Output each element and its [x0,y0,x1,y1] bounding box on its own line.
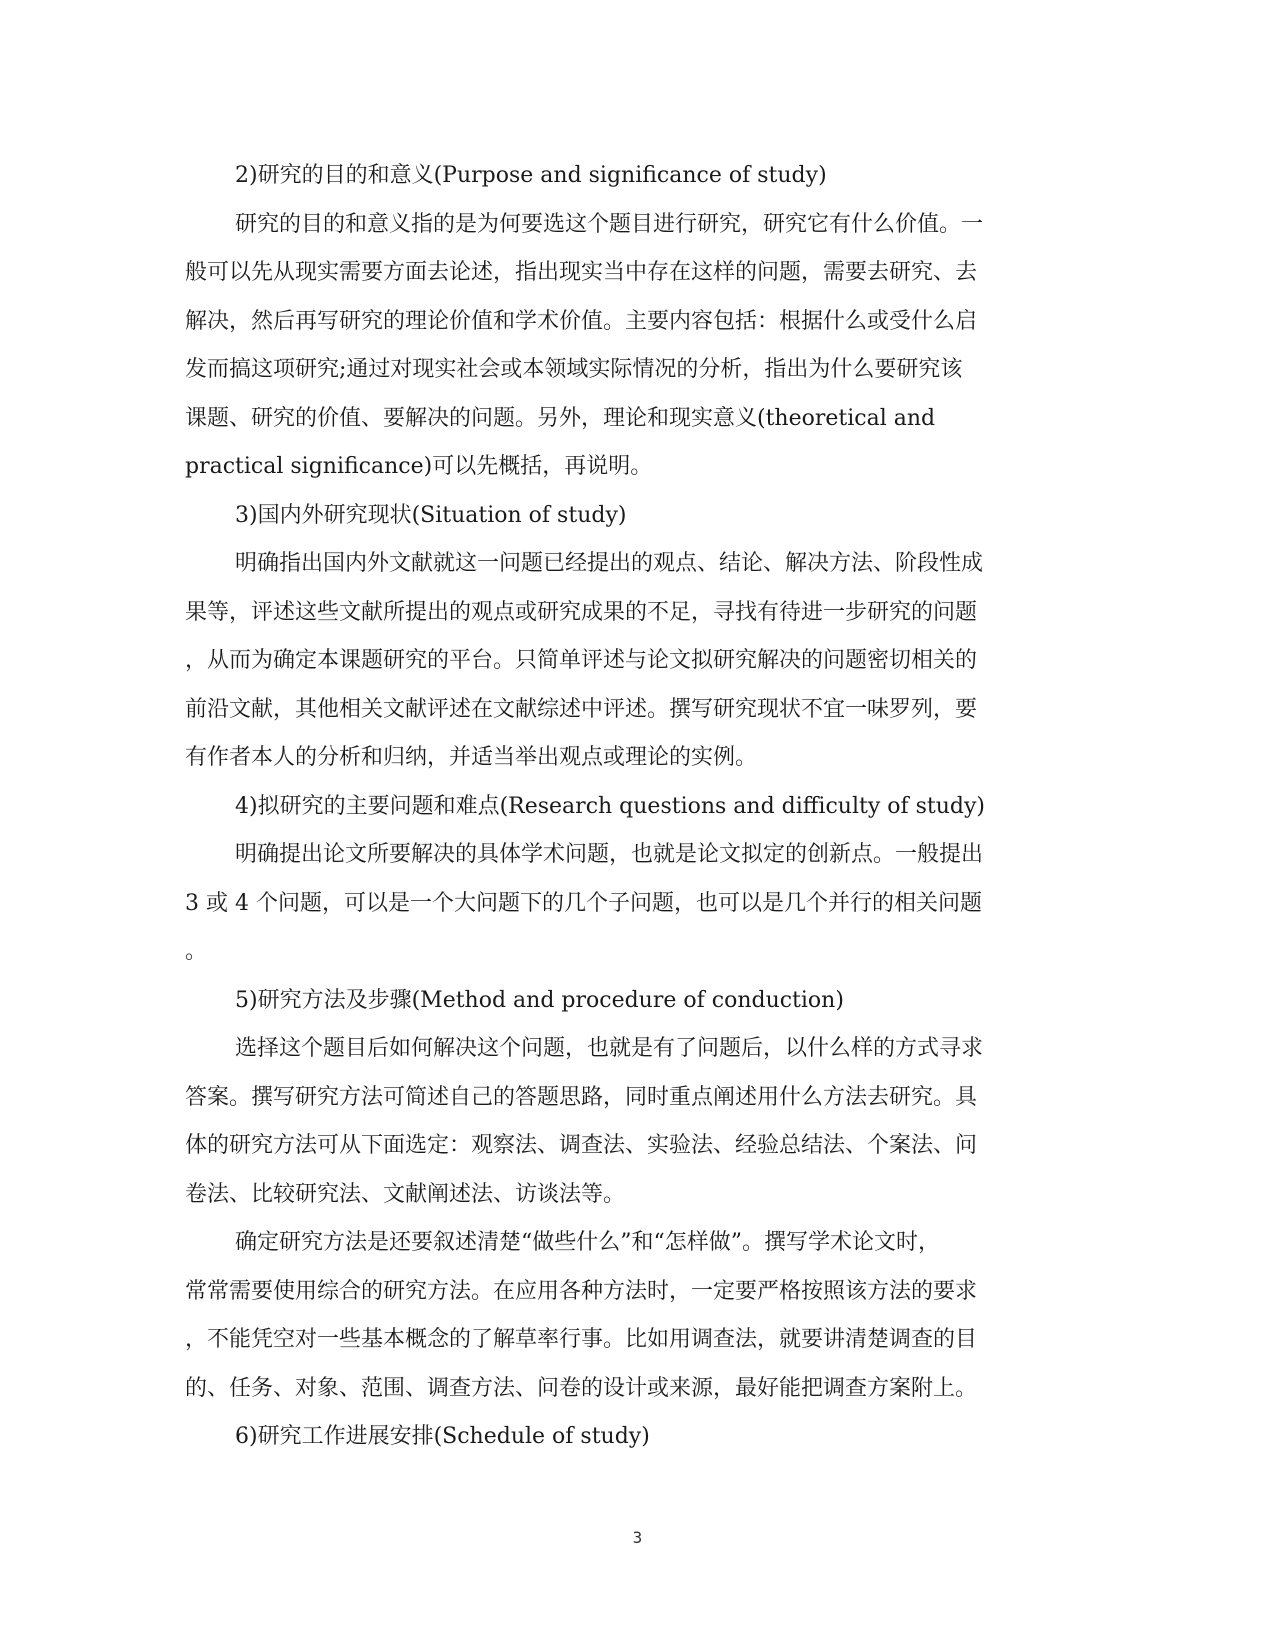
paragraph-line: 的、任务、对象、范围、调查方法、问卷的设计或来源，最好能把调查方案附上。 [185,1375,978,1401]
paragraph-line: ，不能凭空对一些基本概念的了解草率行事。比如用调查法，就要讲清楚调查的目 [185,1327,978,1352]
paragraph-line: 果等，评述这些文献所提出的观点或研究成果的不足，寻找有待进一步研究的问题 [185,599,978,625]
paragraph-line: 体的研究方法可从下面选定：观察法、调查法、实验法、经验总结法、个案法、问 [185,1133,978,1158]
paragraph-line: 解决，然后再写研究的理论价值和学术价值。主要内容包括：根据什么或受什么启 [185,308,978,334]
section-heading-purpose: 2)研究的目的和意义(Purpose and significance of study) [235,163,827,188]
paragraph-line: ，从而为确定本课题研究的平台。只简单评述与论文拟研究解决的问题密切相关的 [185,648,978,673]
paragraph-line: 般可以先从现实需要方面去论述，指出现实当中存在这样的问题，需要去研究、去 [185,260,978,285]
paragraph-line: 答案。撰写研究方法可简述自己的答题思路，同时重点阐述用什么方法去研究。具 [185,1084,978,1110]
paragraph-line: 确定研究方法是还要叙述清楚“做些什么”和“怎样做”。撰写学术论文时， [235,1230,940,1255]
paragraph-line: 研究的目的和意义指的是为何要选这个题目进行研究，研究它有什么价值。一 [235,211,984,237]
section-heading-research-questions: 4)拟研究的主要问题和难点(Research questions and difficulty of study) [235,793,986,819]
paragraph-line: 前沿文献，其他相关文献评述在文献综述中评述。撰写研究现状不宜一味罗列，要 [185,696,978,722]
section-heading-method: 5)研究方法及步骤(Method and procedure of conduction) [235,987,844,1013]
paragraph-line: 发而搞这项研究;通过对现实社会或本领域实际情况的分析，指出为什么要研究该 [185,357,963,382]
section-heading-situation: 3)国内外研究现状(Situation of study) [235,502,627,528]
paragraph-line: practical significance)可以先概括，再说明。 [185,454,653,479]
page-number: 3 [632,1528,643,1547]
paragraph-line: 选择这个题目后如何解决这个问题，也就是有了问题后，以什么样的方式寻求 [235,1036,984,1061]
paragraph-line: 课题、研究的价值、要解决的问题。另外，理论和现实意义(theoretical and [185,405,936,431]
paragraph-line: 卷法、比较研究法、文献阐述法、访谈法等。 [185,1181,626,1207]
section-heading-schedule: 6)研究工作进展安排(Schedule of study) [235,1424,650,1449]
paragraph-line: 3 或 4 个问题，可以是一个大问题下的几个子问题，也可以是几个并行的相关问题 [185,890,982,916]
document-body [185,152,1085,1462]
paragraph-line: 有作者本人的分析和归纳，并适当举出观点或理论的实例。 [185,745,758,770]
paragraph-line: 。 [185,939,208,964]
paragraph-line: 明确提出论文所要解决的具体学术问题，也就是论文拟定的创新点。一般提出 [235,842,984,867]
paragraph-line: 明确指出国内外文献就这一问题已经提出的观点、结论、解决方法、阶段性成 [235,551,984,576]
paragraph-line: 常常需要使用综合的研究方法。在应用各种方法时，一定要严格按照该方法的要求 [185,1278,978,1304]
